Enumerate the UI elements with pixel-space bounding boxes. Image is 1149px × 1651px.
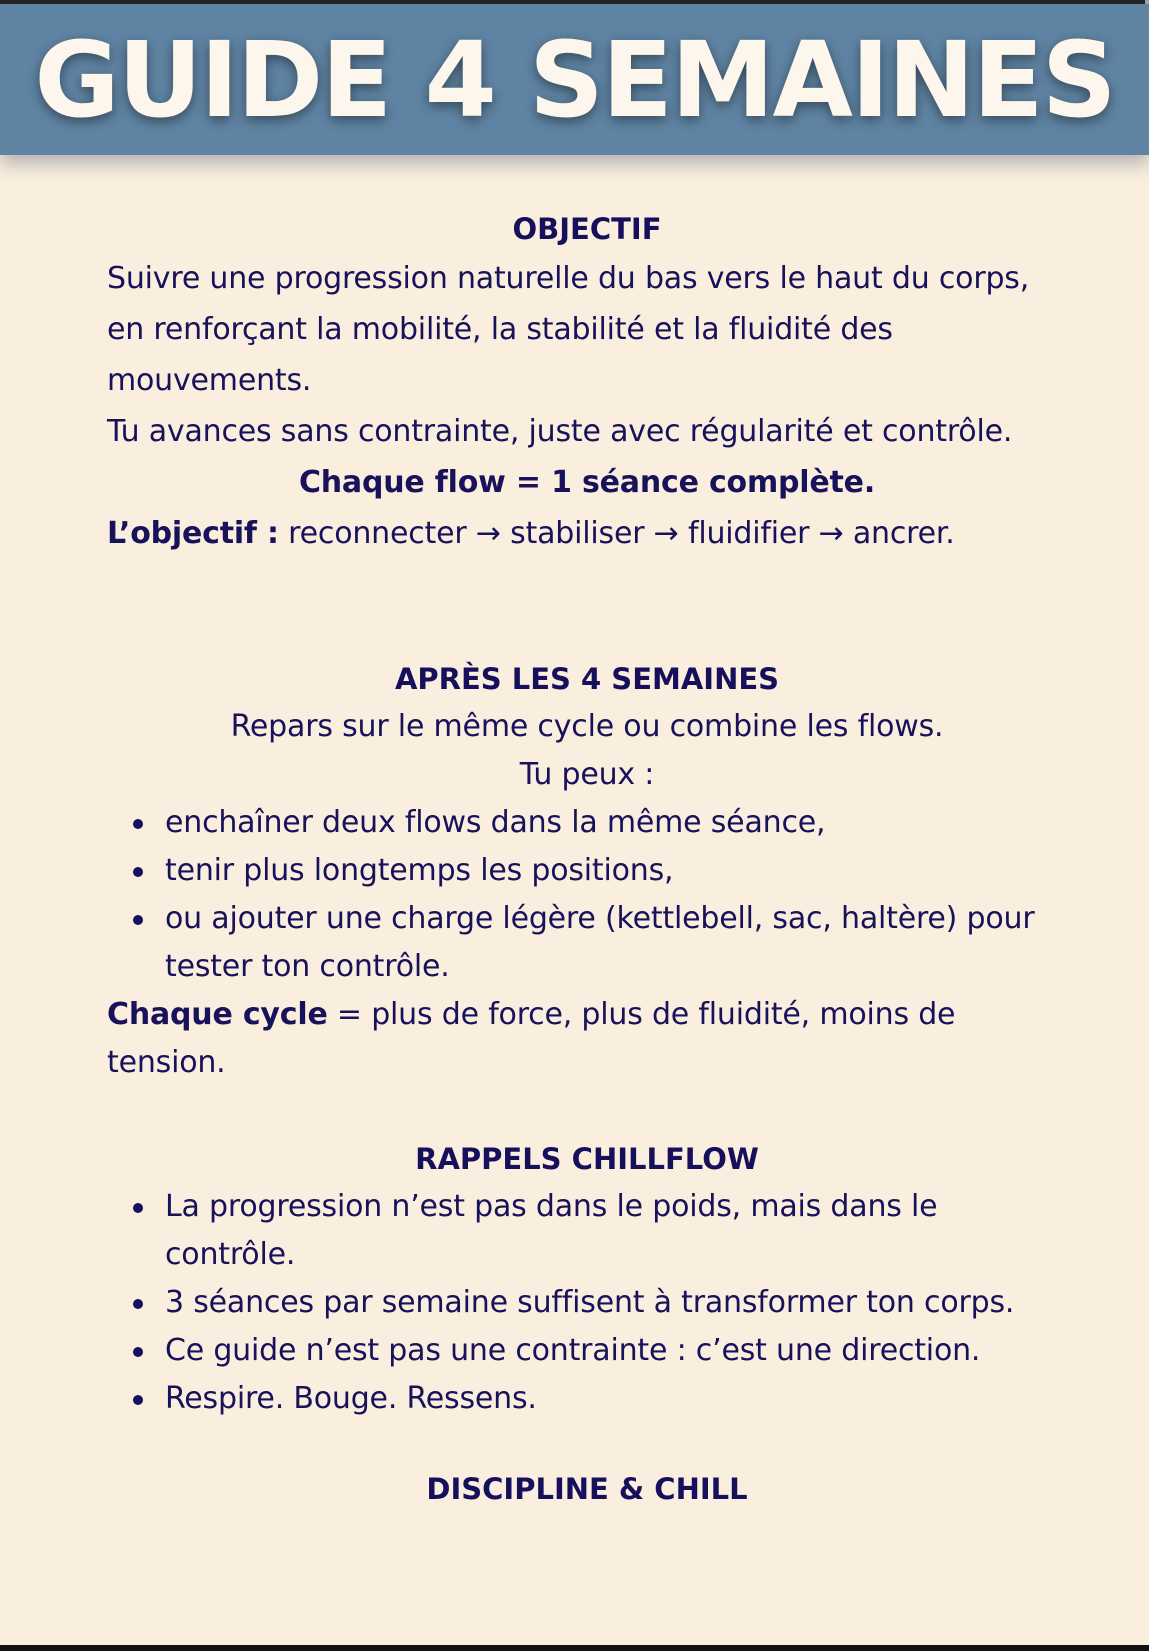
section-apres	[107, 655, 1067, 1087]
bullet-icon	[133, 1203, 143, 1213]
objectif-para1: Suivre une progression naturelle du bas vers le haut du corps, en renforçant la mobilité, la stabilité et la fluidité des mouvements.	[107, 261, 1030, 398]
bullet-icon	[133, 1395, 143, 1405]
objectif-highlight: Chaque flow = 1 séance complète.	[298, 465, 876, 500]
cycle-text: = plus de force, plus de fluidité, moins de tension.	[107, 997, 956, 1080]
bullet-icon	[133, 1347, 143, 1357]
page-title: GUIDE 4 SEMAINES	[34, 18, 1115, 141]
apres-list	[107, 799, 1067, 991]
section-rappels	[107, 1135, 1067, 1423]
list-item: 3 séances par semaine suffisent à transformer ton corps.	[165, 1279, 1067, 1327]
apres-cycle	[107, 991, 1067, 1087]
objectif-goal	[107, 508, 1067, 559]
list-item: La progression n’est pas dans le poids, mais dans le contrôle.	[165, 1183, 1067, 1279]
bullet-icon	[133, 819, 143, 829]
bottom-frame	[0, 1645, 1149, 1651]
list-item: tenir plus longtemps les positions,	[165, 847, 1067, 895]
footer-signature: DISCIPLINE & CHILL	[426, 1472, 748, 1506]
rappels-title: RAPPELS CHILLFLOW	[415, 1142, 759, 1176]
content	[107, 205, 1067, 1513]
header-banner	[0, 4, 1149, 155]
bullet-icon	[133, 867, 143, 877]
apres-title: APRÈS LES 4 SEMAINES	[394, 662, 780, 696]
list-item: enchaîner deux flows dans la même séance,	[165, 799, 1067, 847]
goal-text: reconnecter → stabiliser → fluidifier → ancrer.	[278, 516, 955, 551]
apres-line1: Repars sur le même cycle ou combine les flows.	[230, 709, 944, 744]
list-item: Respire. Bouge. Ressens.	[165, 1375, 1067, 1423]
bullet-icon	[133, 1299, 143, 1309]
apres-line2: Tu peux :	[519, 757, 655, 792]
section-objectif	[107, 205, 1067, 559]
section-footer	[107, 1465, 1067, 1513]
list-item: ou ajouter une charge légère (kettlebell, sac, haltère) pour tester ton contrôle.	[165, 895, 1067, 991]
rappels-list	[107, 1183, 1067, 1423]
goal-label: L’objectif :	[107, 516, 279, 551]
list-item: Ce guide n’est pas une contrainte : c’est une direction.	[165, 1327, 1067, 1375]
cycle-label: Chaque cycle	[107, 997, 328, 1032]
objectif-para2: Tu avances sans contrainte, juste avec régularité et contrôle.	[107, 414, 1013, 449]
bullet-icon	[133, 915, 143, 925]
objectif-title: OBJECTIF	[512, 212, 662, 246]
